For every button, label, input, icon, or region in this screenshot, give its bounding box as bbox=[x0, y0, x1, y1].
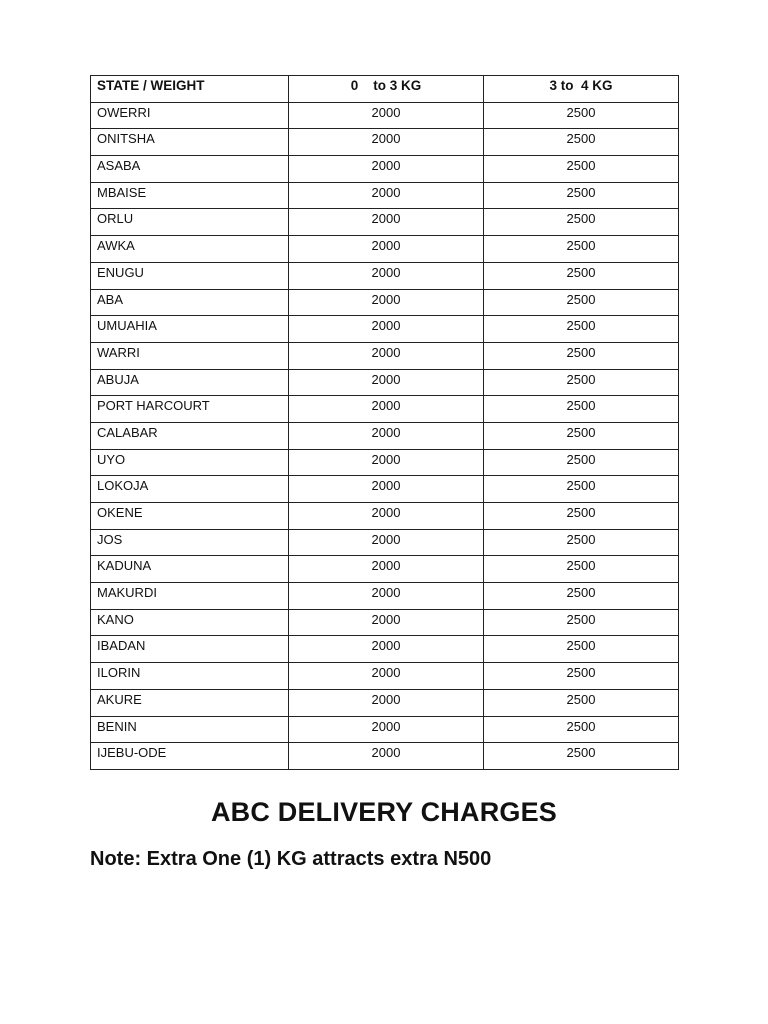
cell-rate-0-3-kg: 2000 bbox=[289, 209, 484, 236]
table-row bbox=[91, 636, 679, 663]
cell-rate-3-4-kg: 2500 bbox=[484, 583, 679, 610]
table-row bbox=[91, 102, 679, 129]
cell-state: WARRI bbox=[91, 342, 289, 369]
cell-rate-3-4-kg: 2500 bbox=[484, 289, 679, 316]
cell-rate-0-3-kg: 2000 bbox=[289, 609, 484, 636]
table-row bbox=[91, 743, 679, 770]
cell-state: ONITSHA bbox=[91, 129, 289, 156]
cell-rate-3-4-kg: 2500 bbox=[484, 396, 679, 423]
cell-state: ABA bbox=[91, 289, 289, 316]
cell-rate-3-4-kg: 2500 bbox=[484, 236, 679, 263]
cell-rate-3-4-kg: 2500 bbox=[484, 422, 679, 449]
cell-rate-0-3-kg: 2000 bbox=[289, 743, 484, 770]
cell-rate-0-3-kg: 2000 bbox=[289, 369, 484, 396]
table-row bbox=[91, 503, 679, 530]
table-row bbox=[91, 289, 679, 316]
header-state-weight: STATE / WEIGHT bbox=[91, 76, 289, 103]
cell-rate-0-3-kg: 2000 bbox=[289, 129, 484, 156]
cell-rate-3-4-kg: 2500 bbox=[484, 369, 679, 396]
page-title: ABC DELIVERY CHARGES bbox=[210, 797, 558, 827]
cell-rate-0-3-kg: 2000 bbox=[289, 529, 484, 556]
cell-rate-3-4-kg: 2500 bbox=[484, 156, 679, 183]
cell-rate-0-3-kg: 2000 bbox=[289, 342, 484, 369]
cell-rate-3-4-kg: 2500 bbox=[484, 102, 679, 129]
cell-state: AWKA bbox=[91, 236, 289, 263]
table-row bbox=[91, 583, 679, 610]
table-row bbox=[91, 449, 679, 476]
cell-state: IBADAN bbox=[91, 636, 289, 663]
table-row bbox=[91, 342, 679, 369]
cell-state: ASABA bbox=[91, 156, 289, 183]
cell-state: OKENE bbox=[91, 503, 289, 530]
cell-rate-0-3-kg: 2000 bbox=[289, 289, 484, 316]
table-row bbox=[91, 529, 679, 556]
cell-rate-3-4-kg: 2500 bbox=[484, 529, 679, 556]
cell-state: ILORIN bbox=[91, 663, 289, 690]
cell-rate-3-4-kg: 2500 bbox=[484, 209, 679, 236]
cell-rate-3-4-kg: 2500 bbox=[484, 316, 679, 343]
cell-state: LOKOJA bbox=[91, 476, 289, 503]
cell-rate-0-3-kg: 2000 bbox=[289, 396, 484, 423]
header-0-to-3-kg: 0 to 3 KG bbox=[289, 76, 484, 103]
cell-rate-3-4-kg: 2500 bbox=[484, 636, 679, 663]
cell-rate-0-3-kg: 2000 bbox=[289, 663, 484, 690]
cell-rate-0-3-kg: 2000 bbox=[289, 689, 484, 716]
cell-rate-0-3-kg: 2000 bbox=[289, 182, 484, 209]
cell-state: PORT HARCOURT bbox=[91, 396, 289, 423]
cell-rate-3-4-kg: 2500 bbox=[484, 129, 679, 156]
table-row bbox=[91, 476, 679, 503]
cell-rate-0-3-kg: 2000 bbox=[289, 449, 484, 476]
table-row bbox=[91, 609, 679, 636]
cell-rate-3-4-kg: 2500 bbox=[484, 716, 679, 743]
cell-rate-3-4-kg: 2500 bbox=[484, 556, 679, 583]
cell-state: UYO bbox=[91, 449, 289, 476]
table-row bbox=[91, 262, 679, 289]
cell-rate-3-4-kg: 2500 bbox=[484, 449, 679, 476]
table-row bbox=[91, 369, 679, 396]
cell-state: CALABAR bbox=[91, 422, 289, 449]
cell-state: MBAISE bbox=[91, 182, 289, 209]
cell-rate-3-4-kg: 2500 bbox=[484, 182, 679, 209]
cell-rate-0-3-kg: 2000 bbox=[289, 716, 484, 743]
cell-rate-3-4-kg: 2500 bbox=[484, 342, 679, 369]
cell-state: ENUGU bbox=[91, 262, 289, 289]
cell-state: ORLU bbox=[91, 209, 289, 236]
table-row bbox=[91, 396, 679, 423]
header-3-to-4-kg: 3 to 4 KG bbox=[484, 76, 679, 103]
table-row bbox=[91, 236, 679, 263]
cell-rate-3-4-kg: 2500 bbox=[484, 503, 679, 530]
cell-rate-0-3-kg: 2000 bbox=[289, 503, 484, 530]
cell-state: KANO bbox=[91, 609, 289, 636]
cell-rate-0-3-kg: 2000 bbox=[289, 156, 484, 183]
table-row bbox=[91, 556, 679, 583]
cell-state: JOS bbox=[91, 529, 289, 556]
cell-state: AKURE bbox=[91, 689, 289, 716]
table-row bbox=[91, 209, 679, 236]
cell-rate-3-4-kg: 2500 bbox=[484, 689, 679, 716]
cell-rate-0-3-kg: 2000 bbox=[289, 262, 484, 289]
cell-rate-3-4-kg: 2500 bbox=[484, 609, 679, 636]
table-row bbox=[91, 182, 679, 209]
cell-state: UMUAHIA bbox=[91, 316, 289, 343]
cell-rate-0-3-kg: 2000 bbox=[289, 102, 484, 129]
delivery-charges-table bbox=[90, 75, 679, 770]
cell-rate-0-3-kg: 2000 bbox=[289, 236, 484, 263]
table-row bbox=[91, 156, 679, 183]
note-text: Note: Extra One (1) KG attracts extra N500 bbox=[90, 848, 492, 870]
table-row bbox=[91, 316, 679, 343]
cell-rate-3-4-kg: 2500 bbox=[484, 262, 679, 289]
cell-rate-3-4-kg: 2500 bbox=[484, 663, 679, 690]
cell-state: IJEBU-ODE bbox=[91, 743, 289, 770]
table-row bbox=[91, 129, 679, 156]
table-row bbox=[91, 422, 679, 449]
cell-rate-0-3-kg: 2000 bbox=[289, 422, 484, 449]
table-header-row bbox=[91, 76, 679, 103]
table-row bbox=[91, 716, 679, 743]
cell-state: BENIN bbox=[91, 716, 289, 743]
cell-rate-3-4-kg: 2500 bbox=[484, 743, 679, 770]
cell-rate-0-3-kg: 2000 bbox=[289, 583, 484, 610]
table-row bbox=[91, 663, 679, 690]
table-body bbox=[91, 102, 679, 769]
cell-state: OWERRI bbox=[91, 102, 289, 129]
cell-rate-0-3-kg: 2000 bbox=[289, 636, 484, 663]
cell-rate-0-3-kg: 2000 bbox=[289, 316, 484, 343]
cell-rate-0-3-kg: 2000 bbox=[289, 476, 484, 503]
cell-state: MAKURDI bbox=[91, 583, 289, 610]
cell-state: ABUJA bbox=[91, 369, 289, 396]
cell-state: KADUNA bbox=[91, 556, 289, 583]
cell-rate-3-4-kg: 2500 bbox=[484, 476, 679, 503]
table-row bbox=[91, 689, 679, 716]
cell-rate-0-3-kg: 2000 bbox=[289, 556, 484, 583]
